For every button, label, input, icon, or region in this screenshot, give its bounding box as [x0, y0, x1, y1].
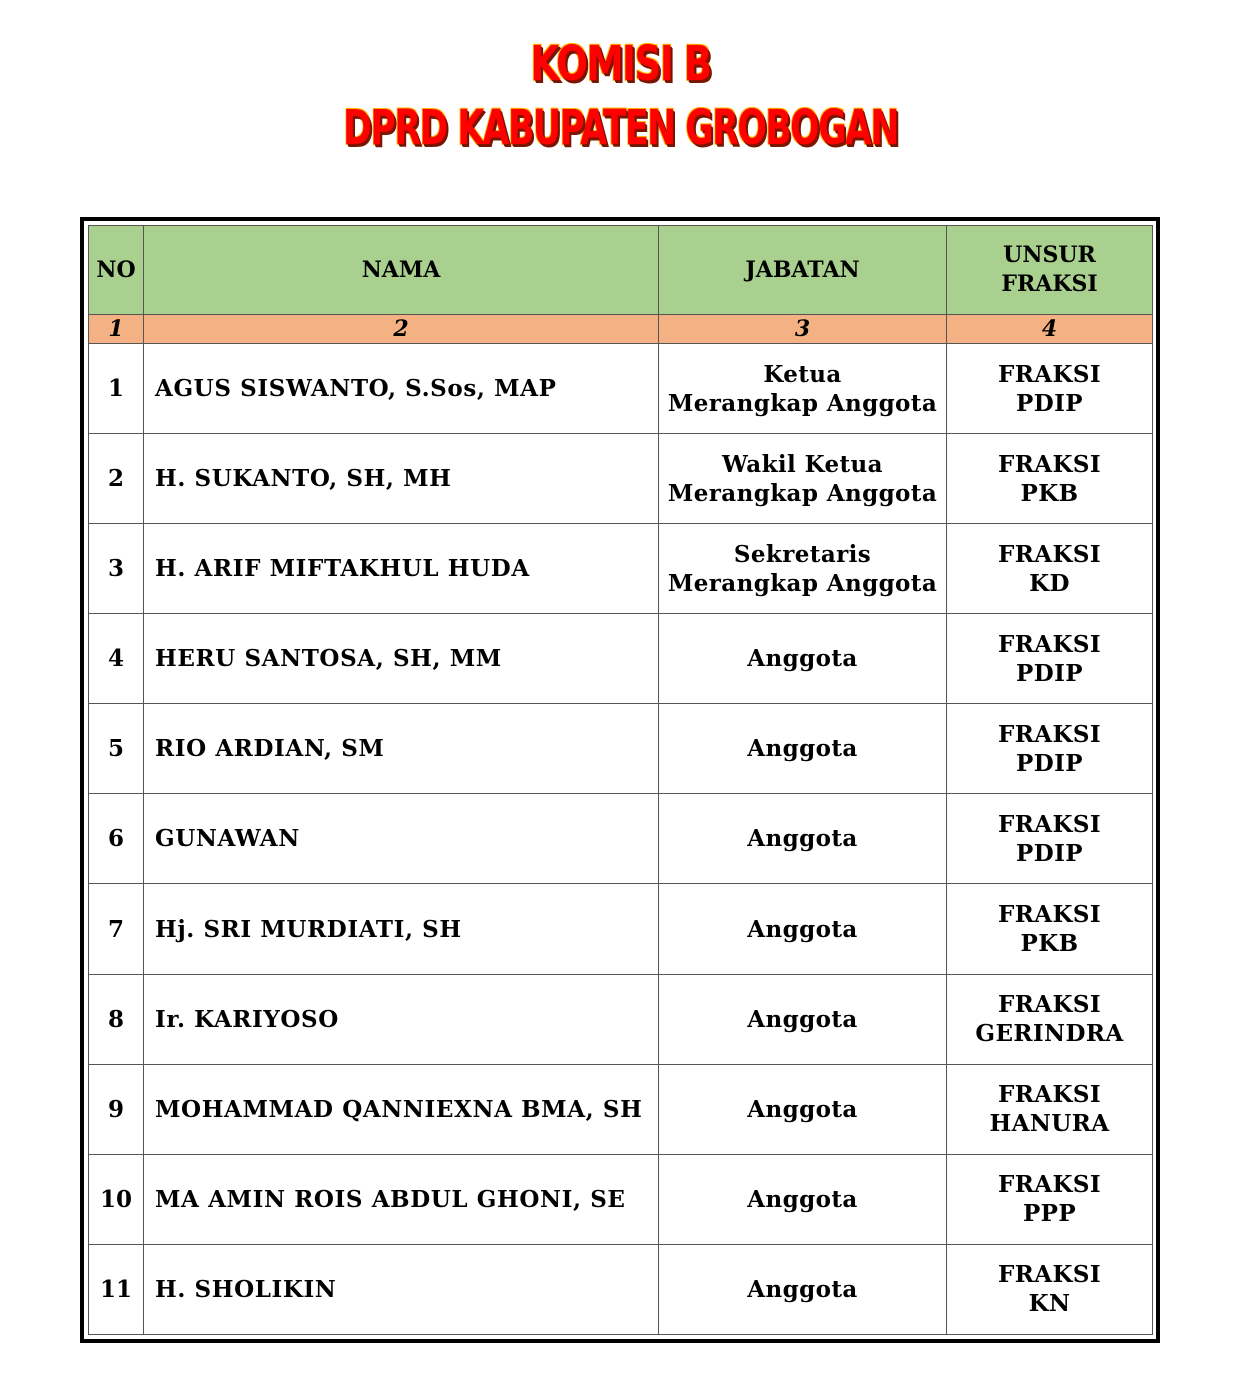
row-nama: H. ARIF MIFTAKHUL HUDA — [144, 524, 659, 614]
row-no: 3 — [89, 524, 144, 614]
table-row — [89, 344, 1153, 434]
table-row — [89, 794, 1153, 884]
header-row — [89, 226, 1153, 315]
row-fraksi — [947, 1154, 1153, 1244]
column-number: 2 — [144, 315, 659, 344]
table-row — [89, 524, 1153, 614]
row-nama: H. SHOLIKIN — [144, 1244, 659, 1334]
row-fraksi — [947, 704, 1153, 794]
table-row — [89, 1064, 1153, 1154]
row-fraksi-line-2: PKB — [1020, 930, 1079, 958]
row-jabatan — [659, 974, 947, 1064]
row-no: 7 — [89, 884, 144, 974]
row-fraksi-line-2: PDIP — [1016, 389, 1083, 417]
row-fraksi — [947, 1244, 1153, 1334]
row-fraksi-line-2: PPP — [1022, 1200, 1077, 1228]
row-fraksi-line-2: PDIP — [1016, 749, 1083, 777]
row-fraksi — [947, 614, 1153, 704]
table-row — [89, 704, 1153, 794]
row-jabatan — [659, 524, 947, 614]
row-fraksi-line-1: FRAKSI — [997, 1171, 1102, 1199]
row-fraksi-line-1: FRAKSI — [997, 1261, 1102, 1289]
row-nama: Ir. KARIYOSO — [144, 974, 659, 1064]
row-nama: AGUS SISWANTO, S.Sos, MAP — [144, 344, 659, 434]
column-number: 3 — [659, 315, 947, 344]
row-fraksi — [947, 434, 1153, 524]
row-jabatan-line-1: Anggota — [747, 1185, 858, 1213]
row-nama: GUNAWAN — [144, 794, 659, 884]
row-jabatan-line-2: Merangkap Anggota — [667, 569, 938, 597]
header-unsur-line-2: FRAKSI — [1001, 271, 1098, 297]
row-fraksi-line-2: PDIP — [1016, 659, 1083, 687]
row-no: 11 — [89, 1244, 144, 1334]
row-no: 9 — [89, 1064, 144, 1154]
row-jabatan — [659, 344, 947, 434]
row-no: 5 — [89, 704, 144, 794]
row-jabatan-line-1: Anggota — [747, 1095, 858, 1123]
members-table-frame — [80, 217, 1160, 1343]
row-jabatan — [659, 884, 947, 974]
row-nama: Hj. SRI MURDIATI, SH — [144, 884, 659, 974]
row-no: 8 — [89, 974, 144, 1064]
row-fraksi-line-1: FRAKSI — [997, 450, 1102, 478]
row-fraksi — [947, 884, 1153, 974]
header-nama: NAMA — [144, 226, 659, 315]
row-fraksi-line-1: FRAKSI — [997, 720, 1102, 748]
row-nama: MOHAMMAD QANNIEXNA BMA, SH — [144, 1064, 659, 1154]
row-fraksi-line-1: FRAKSI — [997, 540, 1102, 568]
column-number-row — [89, 315, 1153, 344]
title-line-2: DPRD KABUPATEN GROBOGAN — [343, 100, 898, 156]
header-jabatan: JABATAN — [659, 226, 947, 315]
column-number: 1 — [89, 315, 144, 344]
table-row — [89, 1154, 1153, 1244]
table-row — [89, 974, 1153, 1064]
row-jabatan-line-1: Anggota — [747, 1005, 858, 1033]
row-fraksi-line-2: GERINDRA — [975, 1020, 1124, 1048]
row-nama: RIO ARDIAN, SM — [144, 704, 659, 794]
row-jabatan-line-1: Anggota — [747, 645, 858, 673]
title-line-1: KOMISI B — [530, 36, 711, 92]
table-row — [89, 1244, 1153, 1334]
row-fraksi — [947, 794, 1153, 884]
table-row — [89, 884, 1153, 974]
row-jabatan — [659, 434, 947, 524]
row-fraksi-line-1: FRAKSI — [997, 630, 1102, 658]
row-jabatan-line-1: Anggota — [747, 735, 858, 763]
row-jabatan — [659, 1154, 947, 1244]
row-jabatan-line-2: Merangkap Anggota — [667, 389, 938, 417]
row-fraksi — [947, 974, 1153, 1064]
row-no: 2 — [89, 434, 144, 524]
header-unsur-line-1: UNSUR — [1003, 242, 1096, 268]
row-jabatan — [659, 704, 947, 794]
row-fraksi-line-2: KD — [1029, 569, 1070, 597]
row-jabatan — [659, 614, 947, 704]
row-no: 4 — [89, 614, 144, 704]
row-fraksi — [947, 524, 1153, 614]
row-fraksi-line-1: FRAKSI — [997, 991, 1102, 1019]
row-fraksi-line-1: FRAKSI — [997, 901, 1102, 929]
members-table — [88, 225, 1153, 1335]
row-jabatan-line-2: Merangkap Anggota — [667, 479, 938, 507]
row-fraksi-line-2: PDIP — [1016, 839, 1083, 867]
table-row — [89, 434, 1153, 524]
row-jabatan-line-1: Wakil Ketua — [722, 450, 883, 478]
header-no: NO — [89, 226, 144, 315]
row-jabatan-line-1: Anggota — [747, 1275, 858, 1303]
row-nama: HERU SANTOSA, SH, MM — [144, 614, 659, 704]
row-jabatan-line-1: Anggota — [747, 825, 858, 853]
header-unsur-fraksi — [947, 226, 1153, 315]
row-jabatan-line-1: Ketua — [763, 360, 842, 388]
row-fraksi — [947, 1064, 1153, 1154]
row-no: 10 — [89, 1154, 144, 1244]
column-number: 4 — [947, 315, 1153, 344]
row-jabatan — [659, 794, 947, 884]
row-jabatan — [659, 1064, 947, 1154]
row-no: 1 — [89, 344, 144, 434]
row-fraksi — [947, 344, 1153, 434]
row-fraksi-line-1: FRAKSI — [997, 1081, 1102, 1109]
row-fraksi-line-2: HANURA — [989, 1110, 1110, 1138]
row-fraksi-line-2: KN — [1028, 1290, 1071, 1318]
row-nama: H. SUKANTO, SH, MH — [144, 434, 659, 524]
row-no: 6 — [89, 794, 144, 884]
row-jabatan-line-1: Anggota — [747, 915, 858, 943]
row-jabatan — [659, 1244, 947, 1334]
row-nama: MA AMIN ROIS ABDUL GHONI, SE — [144, 1154, 659, 1244]
row-fraksi-line-2: PKB — [1020, 479, 1079, 507]
row-fraksi-line-1: FRAKSI — [997, 360, 1102, 388]
row-jabatan-line-1: Sekretaris — [733, 540, 872, 568]
table-row — [89, 614, 1153, 704]
row-fraksi-line-1: FRAKSI — [997, 810, 1102, 838]
